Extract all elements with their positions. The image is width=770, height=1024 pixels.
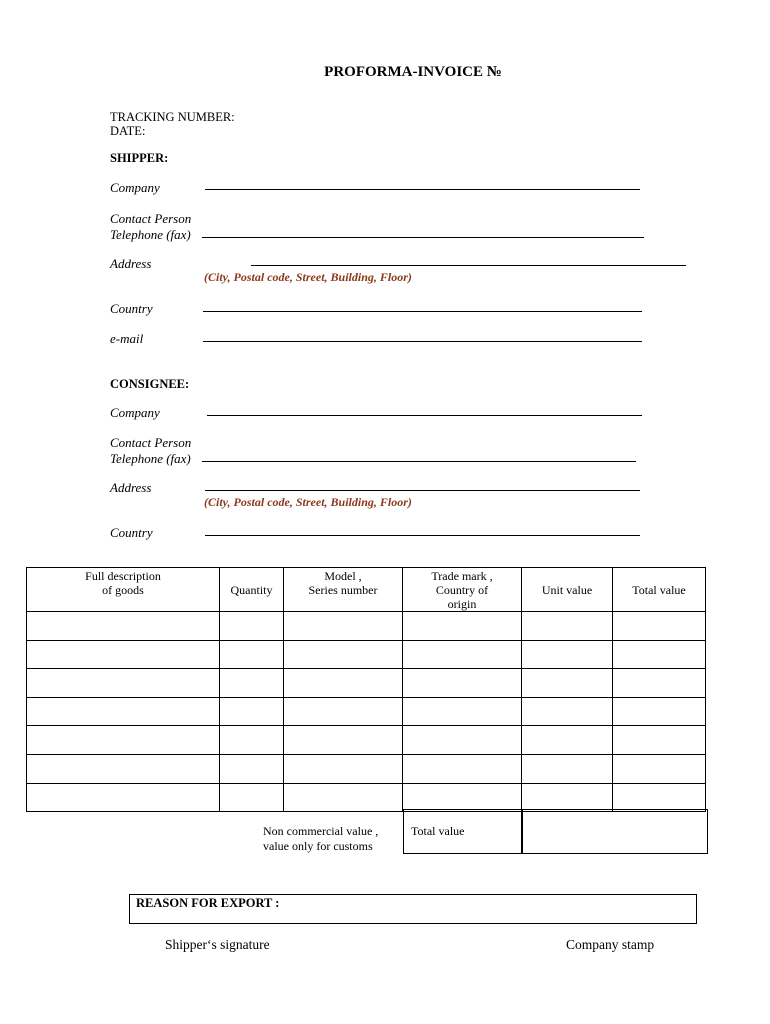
table-cell[interactable]: [27, 669, 220, 698]
consignee-country-label: Country: [110, 525, 153, 540]
header-trademark-line2: Country of: [435, 583, 489, 597]
table-cell[interactable]: [613, 612, 706, 641]
shipper-telephone-label: Telephone (fax): [110, 227, 191, 242]
consignee-heading: CONSIGNEE:: [110, 377, 190, 391]
table-row: [27, 697, 706, 726]
table-cell[interactable]: [403, 783, 522, 812]
table-cell[interactable]: [613, 669, 706, 698]
table-cell[interactable]: [613, 726, 706, 755]
table-cell[interactable]: [613, 697, 706, 726]
header-trademark-line3: origin: [447, 597, 477, 611]
table-row: [27, 612, 706, 641]
goods-table: [26, 567, 706, 812]
table-cell[interactable]: [220, 697, 284, 726]
table-cell[interactable]: [522, 726, 613, 755]
consignee-address-field[interactable]: [205, 490, 640, 491]
shipper-country-label: Country: [110, 301, 153, 316]
consignee-address-hint: (City, Postal code, Street, Building, Floor): [204, 495, 412, 509]
table-cell[interactable]: [220, 726, 284, 755]
table-cell[interactable]: [613, 754, 706, 783]
table-row: [27, 783, 706, 812]
table-cell[interactable]: [27, 726, 220, 755]
table-cell[interactable]: [284, 783, 403, 812]
shipper-company-field[interactable]: [205, 189, 640, 190]
table-row: [27, 726, 706, 755]
table-cell[interactable]: [403, 726, 522, 755]
table-cell[interactable]: [284, 726, 403, 755]
table-cell[interactable]: [522, 754, 613, 783]
table-cell[interactable]: [613, 640, 706, 669]
consignee-contact-label: Contact Person: [110, 435, 192, 450]
table-cell[interactable]: [220, 640, 284, 669]
table-cell[interactable]: [27, 783, 220, 812]
table-cell[interactable]: [27, 754, 220, 783]
header-model-line1: Model ,: [324, 569, 362, 583]
table-cell[interactable]: [220, 612, 284, 641]
table-cell[interactable]: [284, 754, 403, 783]
table-cell[interactable]: [27, 697, 220, 726]
shipper-address-hint: (City, Postal code, Street, Building, Floor): [204, 270, 412, 284]
shipper-email-field[interactable]: [203, 341, 642, 342]
document-title: PROFORMA-INVOICE №: [324, 64, 502, 80]
shipper-contact-label: Contact Person: [110, 211, 192, 226]
table-cell[interactable]: [403, 640, 522, 669]
header-quantity-text: Quantity: [230, 582, 273, 597]
shipper-company-label: Company: [110, 180, 160, 195]
total-value-field[interactable]: [521, 809, 708, 854]
header-description: [27, 568, 220, 612]
table-cell[interactable]: [220, 669, 284, 698]
consignee-company-label: Company: [110, 405, 160, 420]
total-value-label-cell: [403, 809, 523, 854]
consignee-telephone-label: Telephone (fax): [110, 451, 191, 466]
non-commercial-label-1: Non commercial value ,: [263, 824, 379, 838]
table-cell[interactable]: [403, 612, 522, 641]
consignee-telephone-field[interactable]: [202, 461, 636, 462]
table-cell[interactable]: [522, 640, 613, 669]
non-commercial-label-2: value only for customs: [263, 839, 373, 853]
table-cell[interactable]: [522, 669, 613, 698]
header-total-value: [613, 568, 706, 612]
header-total-value-text: Total value: [632, 582, 686, 597]
tracking-number-label: TRACKING NUMBER:: [110, 110, 235, 124]
table-cell[interactable]: [403, 669, 522, 698]
table-cell[interactable]: [27, 640, 220, 669]
table-cell[interactable]: [284, 697, 403, 726]
shipper-telephone-field[interactable]: [202, 237, 644, 238]
table-row: [27, 640, 706, 669]
shipper-address-field[interactable]: [251, 265, 686, 266]
shipper-email-label: e-mail: [110, 331, 144, 346]
reason-for-export-box[interactable]: [129, 894, 697, 924]
header-model-line2: Series number: [308, 583, 378, 597]
header-trademark-line1: Trade mark ,: [431, 569, 493, 583]
consignee-address-label: Address: [110, 480, 152, 495]
table-cell[interactable]: [522, 697, 613, 726]
header-description-line2: of goods: [102, 583, 144, 597]
header-trademark: [403, 568, 522, 612]
shipper-heading: SHIPPER:: [110, 151, 169, 165]
table-cell[interactable]: [284, 612, 403, 641]
shipper-address-label: Address: [110, 256, 152, 271]
date-label: DATE:: [110, 124, 146, 138]
table-row: [27, 754, 706, 783]
header-unit-value: [522, 568, 613, 612]
header-unit-value-text: Unit value: [541, 582, 593, 597]
shipper-country-field[interactable]: [203, 311, 642, 312]
consignee-country-field[interactable]: [205, 535, 640, 536]
company-stamp-label: Company stamp: [566, 937, 655, 952]
table-cell[interactable]: [220, 783, 284, 812]
reason-for-export-label: REASON FOR EXPORT :: [136, 896, 280, 910]
table-row: [27, 669, 706, 698]
table-cell[interactable]: [284, 669, 403, 698]
goods-table-header: [27, 568, 706, 612]
table-cell[interactable]: [284, 640, 403, 669]
header-model: [284, 568, 403, 612]
shipper-signature-label: Shipper‘s signature: [165, 937, 270, 952]
table-cell[interactable]: [522, 612, 613, 641]
header-quantity: [220, 568, 284, 612]
table-cell[interactable]: [220, 754, 284, 783]
table-cell[interactable]: [522, 783, 613, 812]
table-cell[interactable]: [403, 697, 522, 726]
table-cell[interactable]: [403, 754, 522, 783]
header-description-line1: Full description: [85, 569, 161, 583]
table-cell[interactable]: [27, 612, 220, 641]
total-value-label: Total value: [411, 824, 465, 838]
table-cell[interactable]: [613, 783, 706, 812]
consignee-company-field[interactable]: [207, 415, 642, 416]
